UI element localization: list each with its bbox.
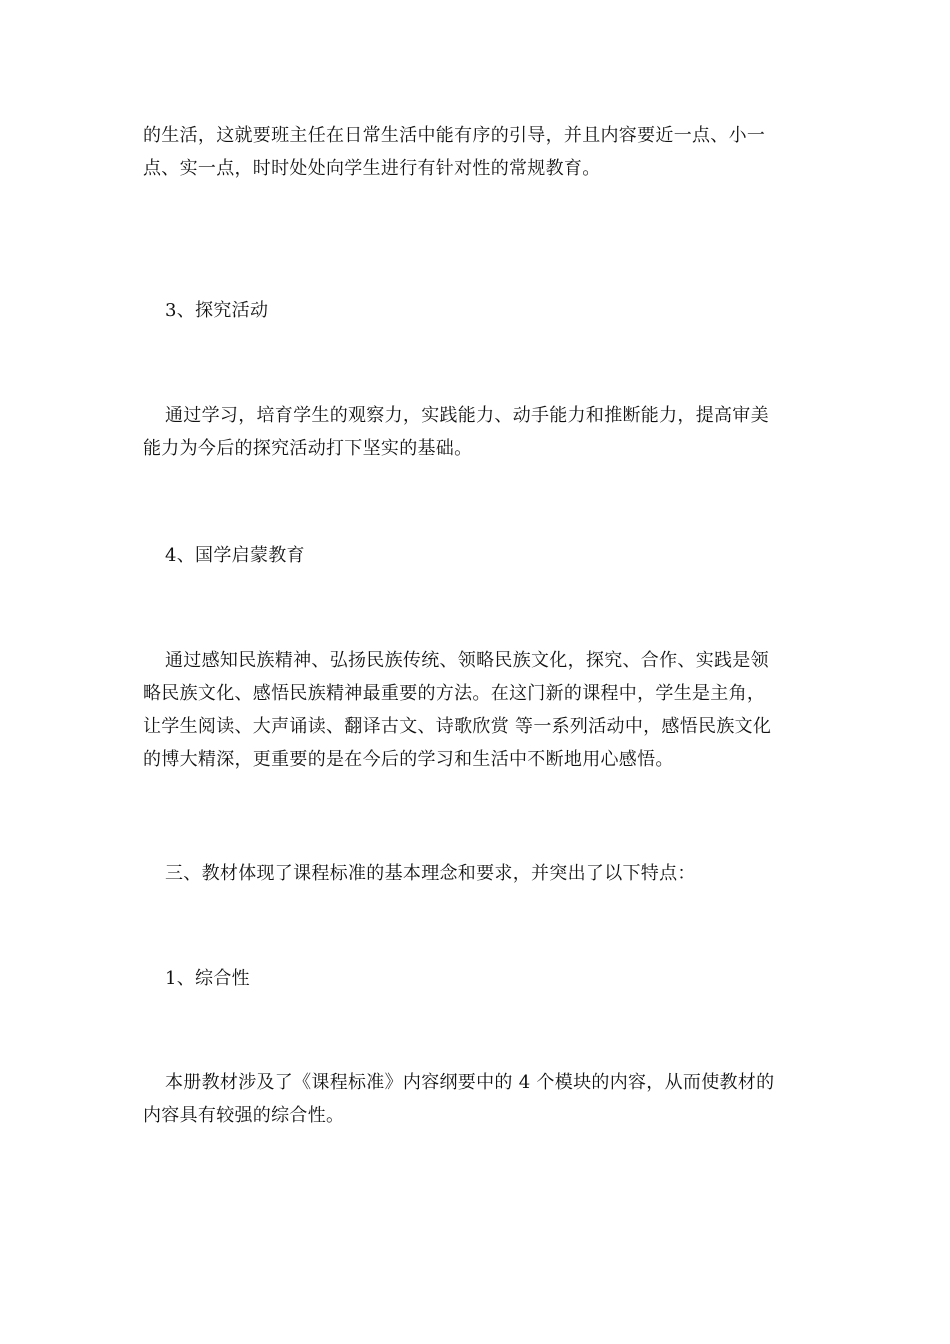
section-heading: 1、综合性 (165, 968, 250, 989)
paragraph-inquiry-activities (143, 399, 815, 465)
text-line: 略民族文化、感悟民族精神最重要的方法。在这门新的课程中，学生是主角， (143, 683, 766, 704)
text-line: 能力为今后的探究活动打下坚实的基础。 (143, 438, 473, 459)
text-line: 本册教材涉及了《课程标准》内容纲要中的 4 个模块的内容，从而使教材的 (165, 1072, 775, 1093)
heading-textbook-features (143, 857, 815, 890)
text-line: 通过学习，培育学生的观察力，实践能力、动手能力和推断能力，提高审美 (165, 405, 769, 426)
text-line: 点、实一点，时时处处向学生进行有针对性的常规教育。 (143, 158, 601, 179)
paragraph-sinology-education (143, 644, 815, 776)
heading-comprehensiveness (143, 962, 815, 995)
text-line: 内容具有较强的综合性。 (143, 1105, 345, 1126)
text-line: 让学生阅读、大声诵读、翻译古文、诗歌欣赏 等一系列活动中，感悟民族文化 (143, 716, 772, 737)
section-heading: 三、教材体现了课程标准的基本理念和要求，并突出了以下特点： (165, 863, 696, 884)
paragraph-comprehensiveness (143, 1066, 815, 1132)
text-line: 通过感知民族精神、弘扬民族传统、领略民族文化，探究、合作、实践是领 (165, 650, 769, 671)
paragraph-class-teacher-guidance (143, 119, 815, 185)
section-heading: 4、国学启蒙教育 (165, 545, 305, 566)
text-line: 的生活，这就要班主任在日常生活中能有序的引导，并且内容要近一点、小一 (143, 125, 766, 146)
heading-inquiry-activities (143, 294, 815, 327)
text-line: 的博大精深，更重要的是在今后的学习和生活中不断地用心感悟。 (143, 749, 674, 770)
section-heading: 3、探究活动 (165, 300, 269, 321)
heading-sinology-education (143, 539, 815, 572)
